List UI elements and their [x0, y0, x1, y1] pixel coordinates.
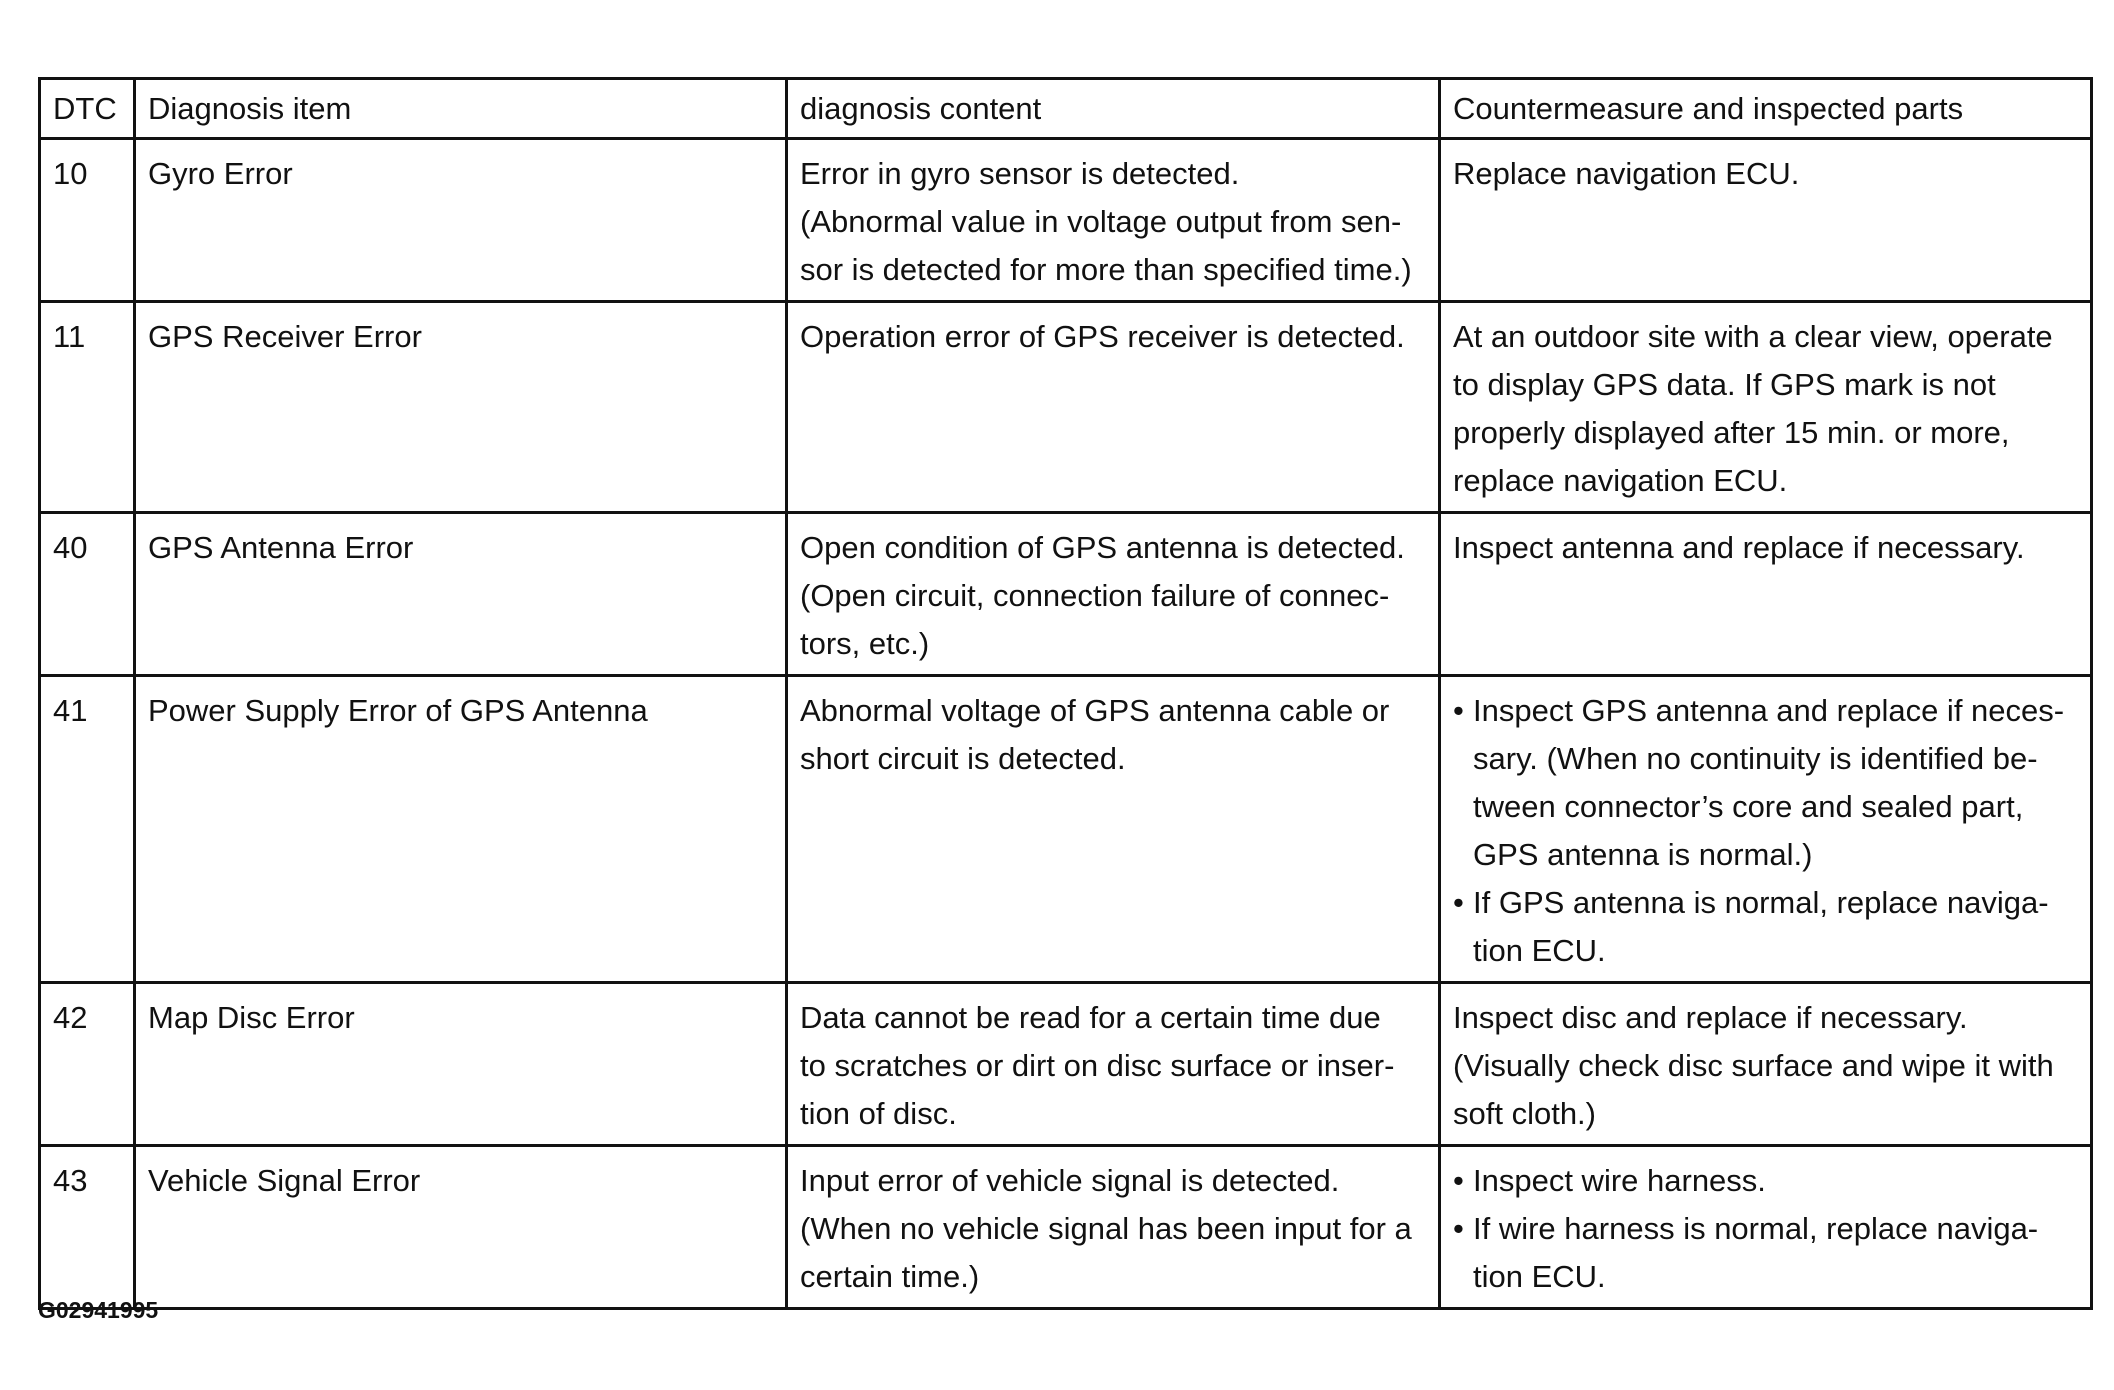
content-line: short circuit is detected. [800, 741, 1126, 776]
measure-line: soft cloth.) [1453, 1096, 1596, 1131]
content-line: sor is detected for more than specified time.) [800, 252, 1412, 287]
header-dtc: DTC [40, 79, 135, 139]
dtc-code: 41 [40, 676, 135, 983]
content-line: Abnormal voltage of GPS antenna cable or [800, 693, 1390, 728]
table-row [40, 1146, 2092, 1309]
content-line: tors, etc.) [800, 626, 930, 661]
content-line: Open condition of GPS antenna is detected. [800, 530, 1405, 565]
dtc-code: 42 [40, 983, 135, 1146]
bullet-icon: • [1453, 1163, 1464, 1198]
measure-line: At an outdoor site with a clear view, operate [1453, 319, 2053, 354]
content-line: (Open circuit, connection failure of connec- [800, 578, 1390, 613]
measure-line: tion ECU. [1473, 1259, 1606, 1294]
measure-line: (Visually check disc surface and wipe it with [1453, 1048, 2054, 1083]
diagnosis-content [787, 139, 1440, 302]
header-countermeasure: Countermeasure and inspected parts [1440, 79, 2092, 139]
table-row [40, 983, 2092, 1146]
content-line: Data cannot be read for a certain time due [800, 1000, 1381, 1035]
content-line: (Abnormal value in voltage output from sen- [800, 204, 1402, 239]
content-line: Error in gyro sensor is detected. [800, 156, 1240, 191]
table-header-row [40, 79, 2092, 139]
diagnosis-content [787, 676, 1440, 983]
measure-line: sary. (When no continuity is identified be- [1473, 741, 2038, 776]
measure-line: Inspect wire harness. [1473, 1163, 1766, 1198]
diagnosis-content [787, 513, 1440, 676]
bullet-item [1453, 1157, 2078, 1205]
header-diagnosis-content: diagnosis content [787, 79, 1440, 139]
measure-line: Inspect antenna and replace if necessary. [1453, 530, 2025, 565]
measure-line: If GPS antenna is normal, replace naviga- [1473, 885, 2049, 920]
measure-bullet-list [1453, 1157, 2078, 1301]
countermeasure [1440, 139, 2092, 302]
diagnosis-content [787, 983, 1440, 1146]
countermeasure [1440, 513, 2092, 676]
diagnosis-content [787, 1146, 1440, 1309]
content-line: Operation error of GPS receiver is detected. [800, 319, 1405, 354]
dtc-code: 40 [40, 513, 135, 676]
table-row [40, 676, 2092, 983]
measure-line: Inspect disc and replace if necessary. [1453, 1000, 1968, 1035]
measure-bullet-list [1453, 687, 2078, 975]
diagnosis-item: Vehicle Signal Error [135, 1146, 787, 1309]
header-diagnosis-item: Diagnosis item [135, 79, 787, 139]
content-line: Input error of vehicle signal is detected. [800, 1163, 1340, 1198]
countermeasure [1440, 1146, 2092, 1309]
table-row [40, 513, 2092, 676]
diagnosis-item: GPS Antenna Error [135, 513, 787, 676]
countermeasure [1440, 302, 2092, 513]
table-row [40, 302, 2092, 513]
bullet-item [1453, 687, 2078, 879]
countermeasure [1440, 983, 2092, 1146]
content-line: certain time.) [800, 1259, 980, 1294]
figure-id: G02941995 [38, 1297, 159, 1323]
bullet-item [1453, 1205, 2078, 1301]
diagnosis-item: Map Disc Error [135, 983, 787, 1146]
bullet-item [1453, 879, 2078, 975]
dtc-diagnosis-table [38, 77, 2093, 1310]
diagnosis-item: Power Supply Error of GPS Antenna [135, 676, 787, 983]
measure-line: Inspect GPS antenna and replace if neces- [1473, 693, 2065, 728]
bullet-icon: • [1453, 885, 1464, 920]
bullet-icon: • [1453, 693, 1464, 728]
bullet-icon: • [1453, 1211, 1464, 1246]
content-line: to scratches or dirt on disc surface or inser- [800, 1048, 1395, 1083]
dtc-code: 43 [40, 1146, 135, 1309]
diagnosis-item: Gyro Error [135, 139, 787, 302]
measure-line: tion ECU. [1473, 933, 1606, 968]
measure-line: to display GPS data. If GPS mark is not [1453, 367, 1996, 402]
table-row [40, 139, 2092, 302]
countermeasure [1440, 676, 2092, 983]
measure-line: GPS antenna is normal.) [1473, 837, 1813, 872]
measure-line: tween connector’s core and sealed part, [1473, 789, 2024, 824]
content-line: tion of disc. [800, 1096, 957, 1131]
diagnosis-content [787, 302, 1440, 513]
content-line: (When no vehicle signal has been input for a [800, 1211, 1412, 1246]
measure-line: If wire harness is normal, replace naviga- [1473, 1211, 2039, 1246]
dtc-code: 10 [40, 139, 135, 302]
dtc-code: 11 [40, 302, 135, 513]
diagnosis-item: GPS Receiver Error [135, 302, 787, 513]
measure-line: replace navigation ECU. [1453, 463, 1788, 498]
measure-line: Replace navigation ECU. [1453, 156, 1800, 191]
measure-line: properly displayed after 15 min. or more, [1453, 415, 2010, 450]
